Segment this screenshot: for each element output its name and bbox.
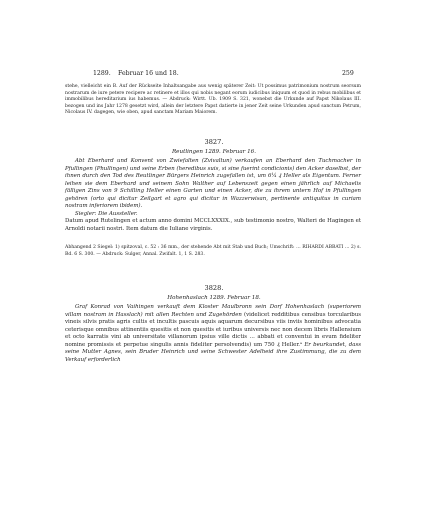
regest-3828: Graf Konrad von Vaihingen verkauft dem Kloster Maulbronn sein Dorf Hohenhaslach (superiorem villam nostram in Hasslach) mit allen Rechten und Zugehörden (videlicet redditibus censibus torcularibus vineis silvis pratis agris cultis et incultis pascuis aquis aquarum decursibus viis inviis hominibus advocatia ceterisque omnibus attinentiis quesitis et non quesitis et iuribus universis nec non decem libris Hallensium et octo karratis vini ab universitate villanorum ipsius ville dictis … abbati et conventui in evum fideliter nomine promissis et perpetue singulis annis fideliter persolvendis) um 750 ₰ Heller.ᵃ Er beurkundet, dass seine Mutter Agnes, sein Bruder Heinrich und seine Schwester Adelheid ihre Zustimmung, die zu dem Verkauf erforderlich (65, 304, 362, 363)
header-dates: Februar 16 und 18. (118, 70, 179, 77)
document-number-3828: 3828. (204, 284, 224, 292)
document-3828-body (65, 304, 361, 364)
document-3827-body (65, 158, 361, 233)
place-date-3828: Hohenhaslach 1289. Februar 18. (167, 295, 261, 301)
document-number-3827: 3827. (204, 138, 224, 146)
note-3827: Abhangend 2 Siegel: 1) spitzoval, c. 52 : 36 mm., der stehende Abt mit Stab und Buch; Umschrift: … RIHARDI ABBATI … 2) s. Bd. 6 S. 300. — Abdruck: Sulger, Annal. Zwifalt. 1, 1 S. 283. (65, 245, 361, 257)
place-date-3827: Reutlingen 1289. Februar 16. (171, 149, 257, 155)
header-year: 1289. (93, 70, 111, 77)
siegler-3827: Siegler: Die Aussteller. (75, 210, 138, 217)
previous-document-note: stehe, vielleicht ein B. Auf der Rückseite Inhaltsangabe aus wenig späterer Zeit: Ut possimus patrimonium nostrum seorsum nostrarum de iure petere recipere ac retinere et illos qui nobis negant eorum iudicibus iniquum et quod in rebus mobilibus et immobilibus hereditarium ius habemus. — Abdruck: Wirtt. Ub. 1909 S. 321, wonebst die Urkunde auf Papst Nikolaus III. bezogen und ins Jahr 1278 gesetzt wird, allein der letztere Papst datierte in jener Zeit seine Urkunden apud sanctum Petrum, Nicolaus IV. dagegen, wie oben, apud sanctam Mariam Maiorem. (65, 84, 361, 116)
datum-3827: Datum apud Rutelingen et actum anno domini MCCLXXXIX., sub testimonio nostro, Walteri de Hagingen et Arnoldi notarii nostri. Item datum die Iuliane virginis. (65, 218, 361, 232)
page-number: 259 (342, 70, 354, 77)
regest-3827: Abt Eberhard und Konvent von Zwiefalten (Zvivaltun) verkaufen an Eberhard den Tuchmacher in Pfullingen (Phullingen) und seine Erben (heredibus suis, si sine fuerint condicionis) den Acker daselbst, der ihnen durch den Tod des Reutlinger Bürgers Heinrich zugefallen ist, um 6¼ ₰ Heller als Eigentum. Ferner leihen sie dem Eberhard und seinem Sohn Walther auf Lebenszeit gegen einen jährlich auf Michaelis fälligen Zins von 9 Schilling Heller einen Garten und einen Acker, die zu ihrem untern Hof in Pfullingen gehören (orto qui dicitur Zeilgart et agro qui dicitur in Wazzerwisan, pertinente antiquitus in curiam nostram inferiorem ibidem). (65, 158, 361, 209)
running-header (93, 70, 313, 77)
